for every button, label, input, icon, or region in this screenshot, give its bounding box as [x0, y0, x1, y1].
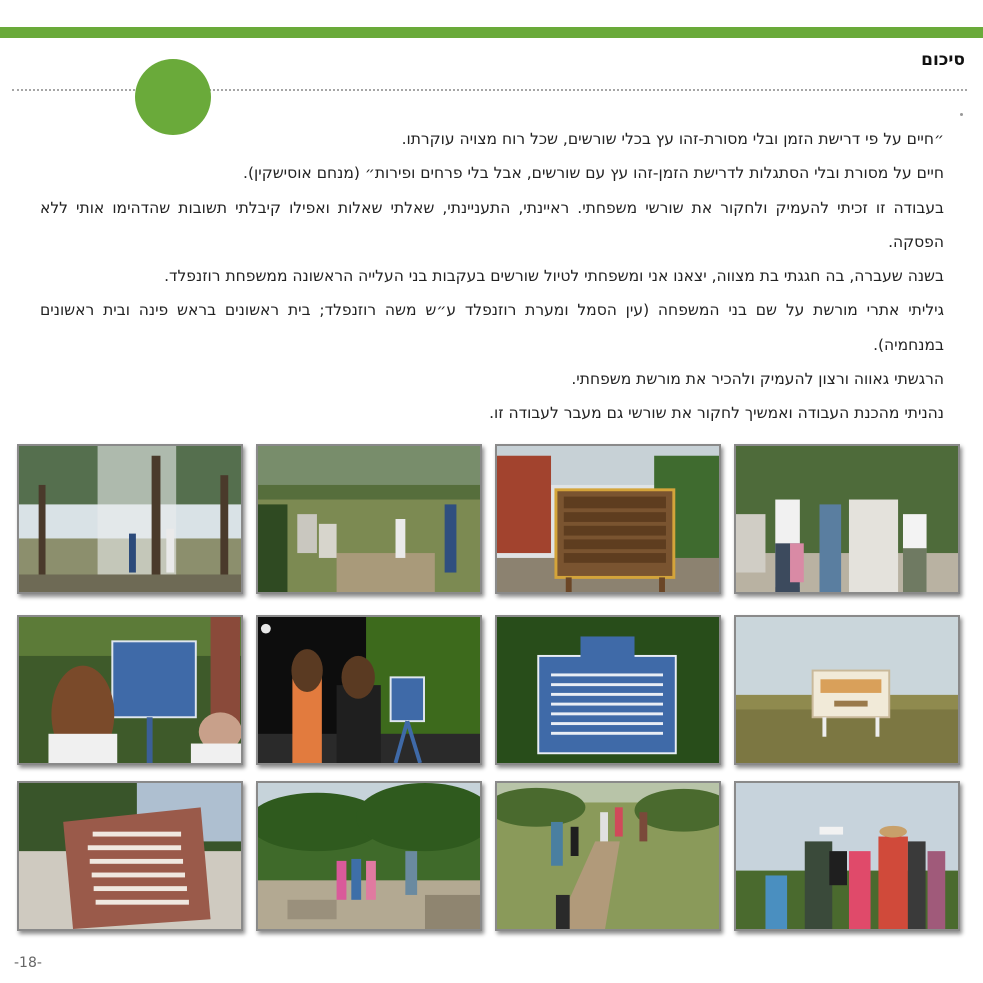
paragraph-pride: הרגשתי גאווה ורצון להעמיק ולהכיר את מורשת משפחתי. [571, 370, 944, 389]
photo-rosenfeld-house-sign [495, 615, 721, 765]
photo-memorial-stone [17, 781, 243, 931]
photo-wooden-sign [495, 444, 721, 594]
photo-cemetery-path [256, 444, 482, 594]
photo-family-gravestone [734, 444, 960, 594]
summary-text [40, 122, 944, 431]
paragraph-heritage-sites: גיליתי אתרי מורשת על שם בני המשפחה (עין הסמל ומערת רוזנפלד ע״ש משה רוזנפלד; בית ראשונים בראש פינה ובית ראשונים במנחמיה). [40, 301, 944, 354]
page-number: -18- [14, 955, 42, 971]
photo-blue-sign-girls [17, 615, 243, 765]
small-dot [960, 113, 963, 116]
top-green-bar [0, 27, 983, 38]
photo-group-hikers [734, 781, 960, 931]
photo-hiking-trail [495, 781, 721, 931]
paragraph-enjoyed: נהניתי מהכנת העבודה ואמשיך לחקור את שורשי גם מעבר לעבודה זו. [489, 404, 944, 423]
section-heading: סיכום [921, 50, 965, 70]
quote-line-1: ״חיים על פי דרישת הזמן ובלי מסורת-זהו עץ בכלי שורשים, שכל רוח מצויה עוקרתו. [401, 130, 944, 148]
paragraph-research: בעבודה זו זכיתי להעמיק ולחקור את שורשי משפחתי. ראיינתי, התעניינתי, שאלתי שאלות ואפילו קיבלתי תשובות שהדהימו אותי ללא הפסקה. [40, 198, 944, 251]
paragraph-trip: בשנה שעברה, בה חגגתי בת מצווה, יצאנו אני ומשפחתי לטיול שורשים בעקבות בני העלייה הראשונה ממשפחת רוזנפלד. [164, 267, 944, 286]
photo-kids-rocks [256, 781, 482, 931]
photo-night-sign [256, 615, 482, 765]
quote-line-2: חיים על מסורת ובלי הסתגלות לדרישת הזמן-זהו עץ עם שורשים, אבל בלי פרחים ופירות״ (מנחם אוסישקין). [243, 164, 944, 183]
photo-lookout-trees [17, 444, 243, 594]
photo-menachemia-sign [734, 615, 960, 765]
